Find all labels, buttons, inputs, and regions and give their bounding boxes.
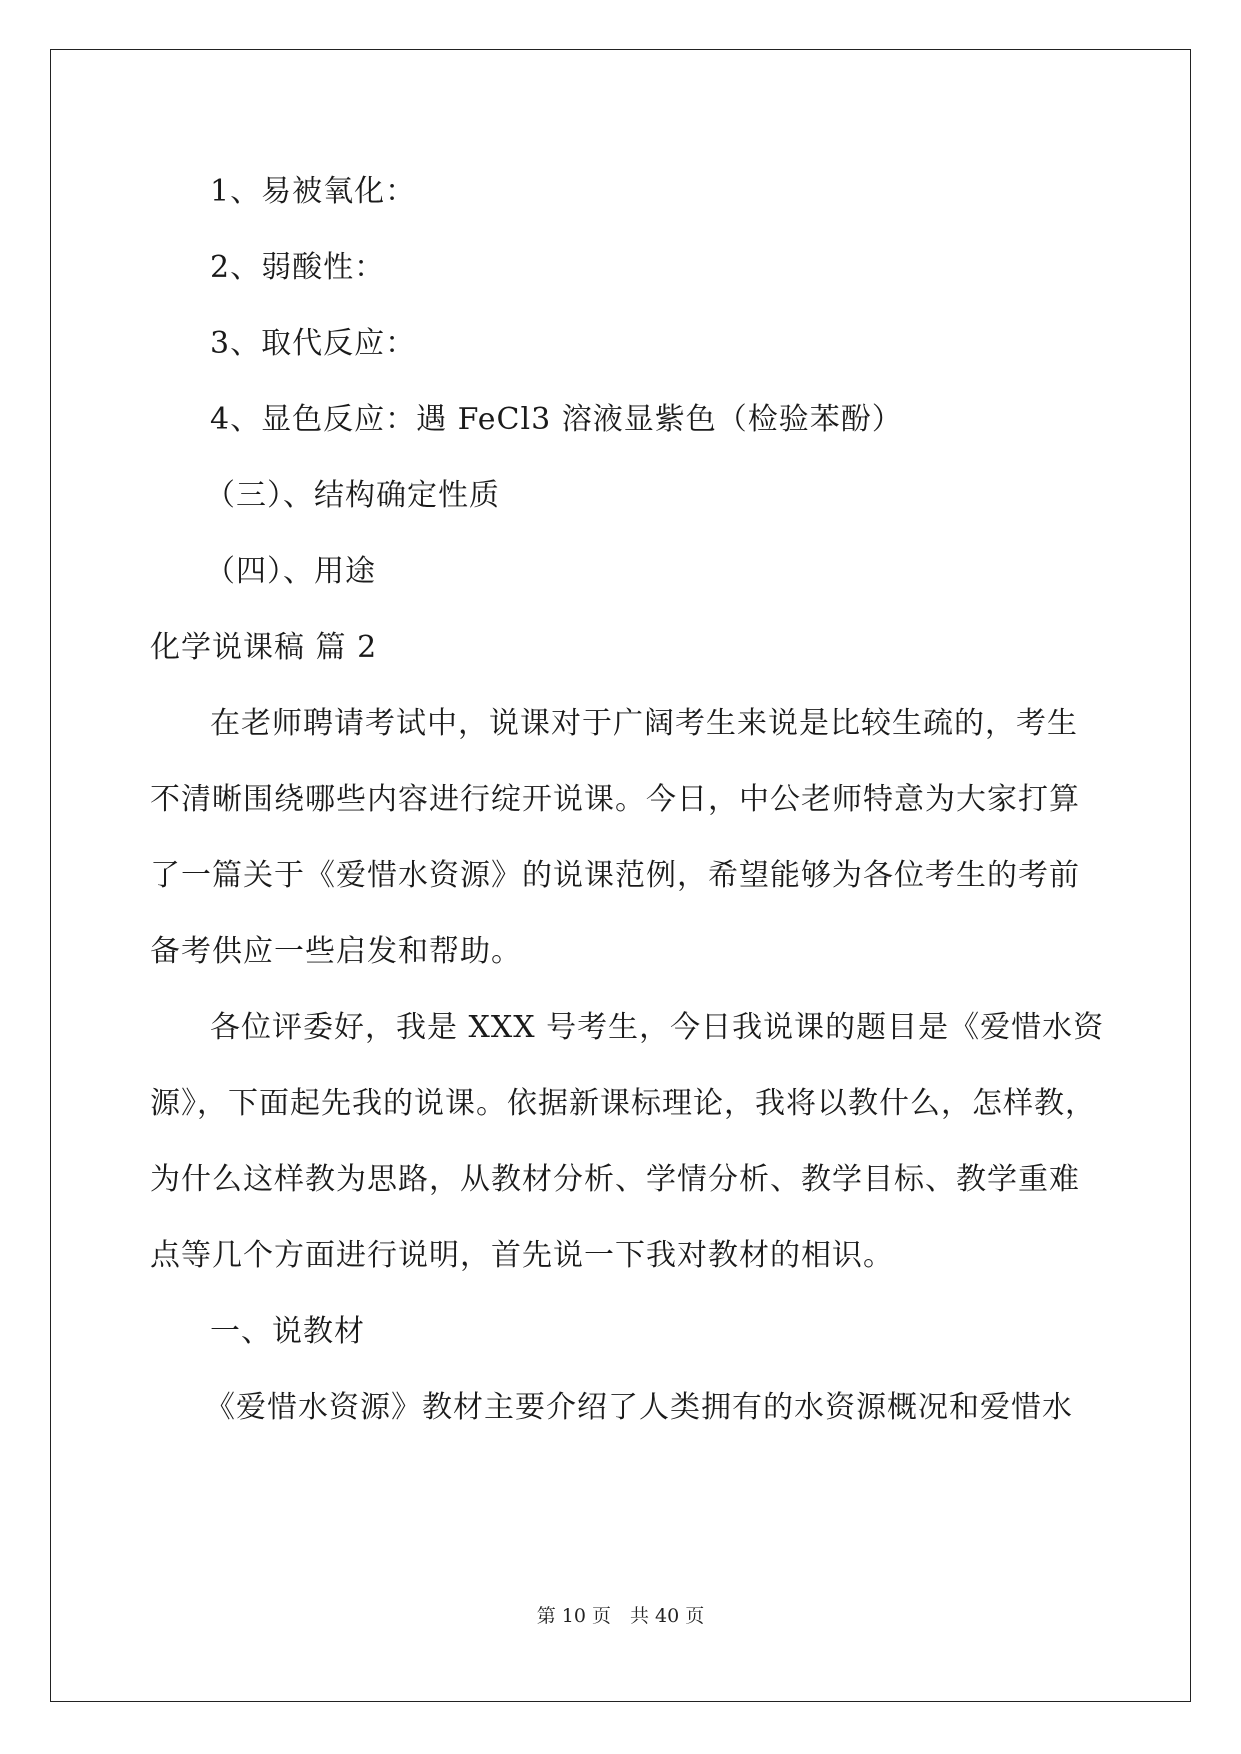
paragraph-line: 不清晰围绕哪些内容进行绽开说课。今日，中公老师特意为大家打算 bbox=[150, 782, 1080, 817]
list-item-color-reaction: 4、显色反应：遇 FeCl3 溶液显紫色（检验苯酚） bbox=[210, 402, 903, 437]
section-heading-teaching-material: 一、说教材 bbox=[210, 1314, 365, 1349]
paragraph-line: 各位评委好，我是 XXX 号考生，今日我说课的题目是《爱惜水资 bbox=[210, 1010, 1105, 1045]
paragraph-line: 为什么这样教为思路，从教材分析、学情分析、教学目标、教学重难 bbox=[150, 1162, 1080, 1197]
list-item-substitution: 3、取代反应： bbox=[210, 326, 417, 361]
article-title: 化学说课稿 篇 2 bbox=[150, 630, 378, 665]
paragraph-line: 备考供应一些启发和帮助。 bbox=[150, 934, 522, 969]
list-item-weak-acid: 2、弱酸性： bbox=[210, 250, 386, 285]
paragraph-line: 了一篇关于《爱惜水资源》的说课范例，希望能够为各位考生的考前 bbox=[150, 858, 1080, 893]
page-footer bbox=[0, 1603, 1241, 1629]
list-item-oxidation: 1、易被氧化： bbox=[210, 174, 417, 209]
section-heading-structure: （三）、结构确定性质 bbox=[205, 478, 500, 513]
section-heading-uses: （四）、用途 bbox=[205, 554, 376, 589]
paragraph-line: 点等几个方面进行说明，首先说一下我对教材的相识。 bbox=[150, 1238, 894, 1273]
paragraph-line: 《爱惜水资源》教材主要介绍了人类拥有的水资源概况和爱惜水 bbox=[205, 1390, 1073, 1425]
page-number: 第 10 页 共 40 页 bbox=[536, 1605, 705, 1627]
paragraph-line: 在老师聘请考试中，说课对于广阔考生来说是比较生疏的，考生 bbox=[210, 706, 1078, 741]
paragraph-line: 源》，下面起先我的说课。依据新课标理论，我将以教什么，怎样教， bbox=[150, 1086, 1096, 1121]
